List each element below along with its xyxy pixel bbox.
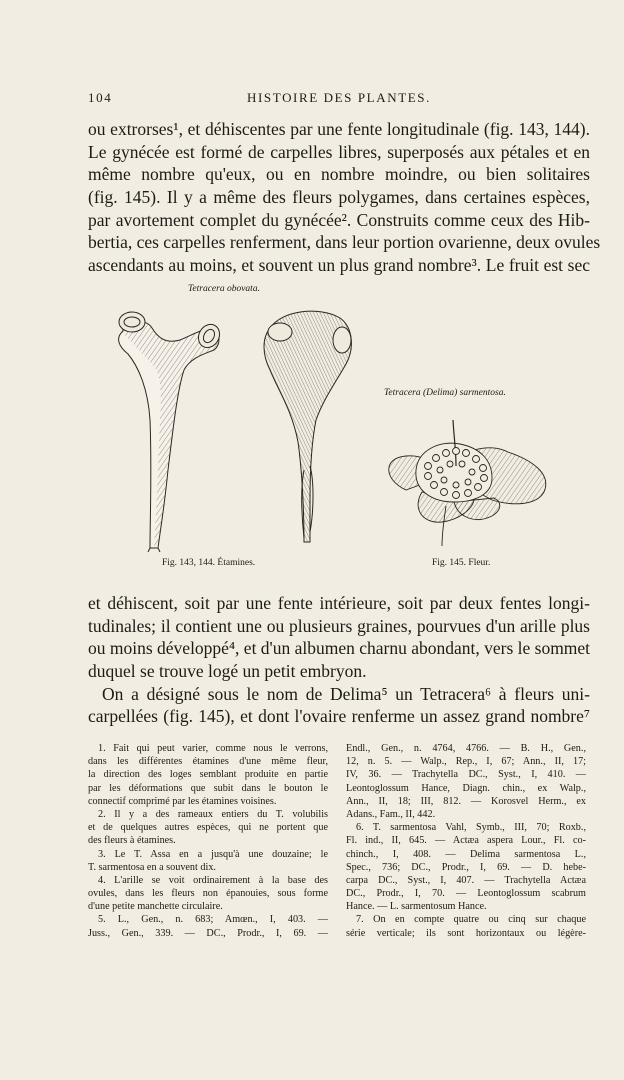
figure-label-right: Fig. 145. Fleur.	[432, 558, 491, 568]
figure-caption-left: Tetracera obovata.	[188, 284, 260, 294]
footnotes-left-column	[88, 742, 328, 940]
footnote-line: 5. L., Gen., n. 683; Amœn., I, 403. —	[98, 914, 328, 926]
running-title: HISTOIRE DES PLANTES.	[247, 90, 431, 105]
text-line: duquel se trouve logé un petit embryon.	[88, 661, 367, 682]
footnote-line: Adans., Fam., II, 442.	[346, 808, 436, 820]
stamen-and-flower-illustration	[88, 270, 590, 575]
text-line: (fig. 145). Il y a même des fleurs polygames, dans certaines espèces,	[88, 187, 590, 208]
footnote-line: carpa DC., Syst., I, 407. — Trachytella Actæa	[346, 874, 586, 886]
text-line: même nombre qu'eux, ou en nombre moindre, ou bien solitaires	[88, 164, 590, 185]
text-line: par avortement complet du gynécée². Construits comme ceux des Hib-	[88, 209, 590, 230]
footnote-line: Leontoglossum Hance, Diagn. chin., ex Walp.,	[346, 782, 586, 794]
footnote-line: des fleurs à étamines.	[88, 835, 176, 847]
footnote-line: Fl. ind., II, 645. — Actæa aspera Lour., Fl. co-	[346, 835, 586, 847]
footnote-line: Juss., Gen., 339. — DC., Prodr., I, 69. —	[88, 927, 328, 939]
footnote-line: la direction des loges semblant produite en partie	[88, 769, 328, 781]
footnote-line: par les déformations que subit dans le bouton le	[88, 782, 328, 794]
footnote-line: Spec., 736; DC., Prodr., I, 69. — D. hebe-	[346, 861, 586, 873]
text-line: ascendants au moins, et souvent un plus grand nombre³. Le fruit est sec	[88, 255, 590, 276]
footnote-line: Endl., Gen., n. 4764, 4766. — B. H., Gen.,	[346, 743, 586, 754]
footnote-line: Ann., II, 18; III, 812. — Korosvel Herm., ex	[346, 795, 586, 807]
footnote-line: série verticale; ils sont horizontaux ou légère-	[346, 927, 586, 939]
footnote-line: Hance. — L. sarmentosum Hance.	[346, 901, 487, 913]
text-line: ou moins développé⁴, et d'un albumen charnu abondant, vers le sommet	[88, 638, 591, 659]
footnotes-right-column	[346, 742, 586, 940]
stamen-drawing-143	[119, 312, 224, 552]
footnote-line: 1. Fait qui peut varier, comme nous le verrons,	[98, 743, 328, 754]
footnote-line: DC., Prodr., I, 70. — Leontoglossum scabrum	[346, 888, 586, 900]
footnote-line: d'une petite manchette circulaire.	[88, 901, 223, 913]
figure-caption-right: Tetracera (Delima) sarmentosa.	[384, 388, 506, 398]
footnote-line: ovules, dans les fleurs non épanouies, sous forme	[88, 888, 328, 900]
text-line: Le gynécée est formé de carpelles libres, superposés aux pétales et en	[88, 141, 590, 162]
footnote-line: 4. L'arille se voit ordinairement à la base des	[98, 874, 328, 886]
footnote-line: et de quelques autres espèces, qui ne portent que	[88, 822, 328, 834]
flower-drawing-145	[389, 420, 546, 546]
text-line: ou extrorses¹, et déhiscentes par une fente longitudinale (fig. 143, 144).	[88, 119, 590, 139]
page-number: 104	[88, 90, 113, 105]
footnote-line: T. sarmentosa en a souvent dix.	[88, 861, 216, 873]
footnote-line: 3. Le T. Assa en a jusqu'à une douzaine; le	[98, 848, 328, 860]
paragraph-1	[88, 118, 601, 277]
stamen-drawing-144	[264, 311, 351, 542]
text-line: bertia, ces carpelles renferment, dans leur portion ovarienne, deux ovules	[88, 232, 601, 253]
footnote-line: chinch., I, 408. — Delima sarmentosa L.,	[346, 848, 586, 860]
footnotes	[88, 742, 590, 1060]
text-line: et déhiscent, soit par une fente intérieure, soit par deux fentes longi-	[88, 593, 590, 613]
figure-label-left: Fig. 143, 144. Étamines.	[162, 558, 256, 568]
paragraph-2	[88, 592, 590, 728]
running-head	[88, 90, 590, 110]
figure-plate	[88, 270, 590, 575]
text-line: tudinales; il contient une ou plusieurs graines, pourvues d'un arille plus	[88, 615, 590, 636]
text-line: carpellées (fig. 145), et dont l'ovaire renferme un assez grand nombre⁷	[88, 706, 590, 727]
footnote-line: 6. T. sarmentosa Vahl, Symb., III, 70; Roxb.,	[356, 822, 586, 834]
footnote-line: 12, n. 5. — Walp., Rep., I, 67; Ann., II, 17;	[346, 756, 586, 768]
footnote-line: 7. On en compte quatre ou cinq sur chaque	[356, 914, 586, 926]
footnote-line: IV, 36. — Trachytella DC., Syst., I, 410. —	[346, 769, 586, 781]
footnote-line: connectif comprimé par les étamines voisines.	[88, 795, 277, 807]
footnote-line: dans les différentes étamines d'une même fleur,	[88, 756, 328, 768]
footnote-line: 2. Il y a des rameaux entiers du T. volubilis	[98, 808, 328, 820]
text-line: On a désigné sous le nom de Delima⁵ un Tetracera⁶ à fleurs uni-	[102, 683, 590, 704]
